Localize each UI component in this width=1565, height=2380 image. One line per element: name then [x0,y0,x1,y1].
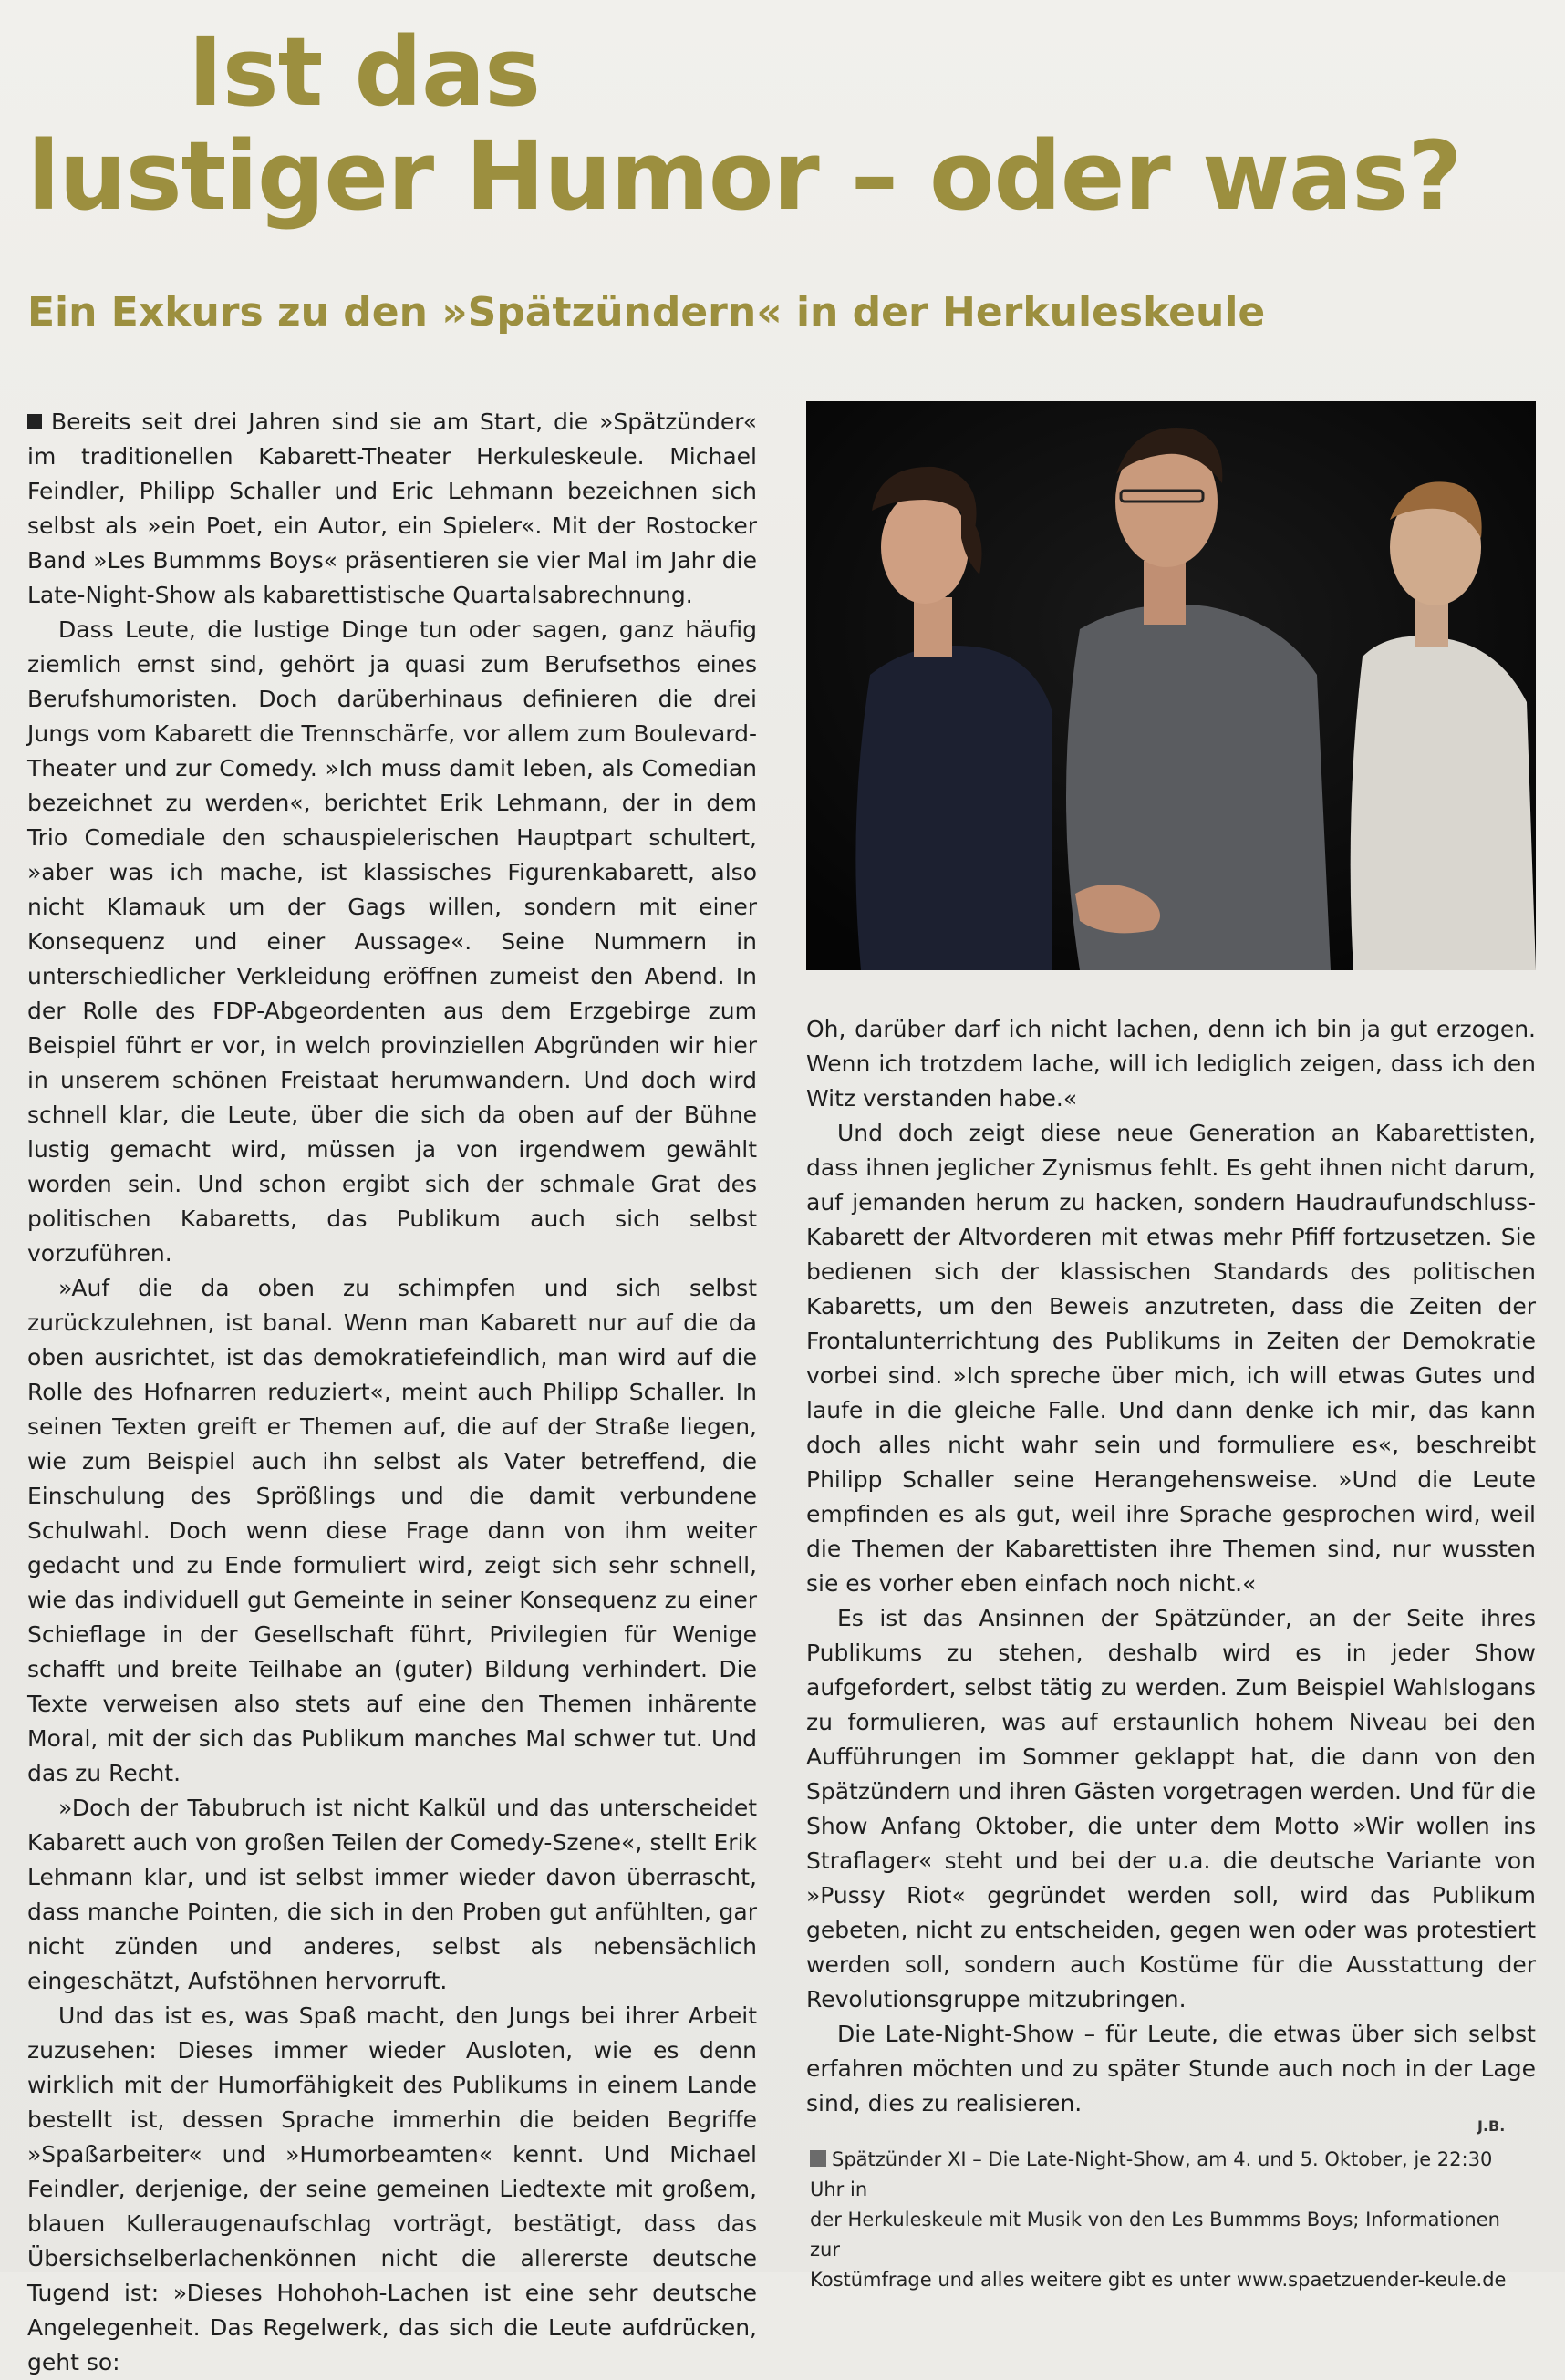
title-line-2: lustiger Humor – oder was? [27,120,1462,232]
article-photo [806,401,1536,970]
article-subtitle: Ein Exkurs zu den »Spätzündern« in der Herkuleskeule [27,289,1266,336]
title-line-1: Ist das [188,16,541,128]
paragraph-intro [27,405,757,613]
paragraph: Und doch zeigt diese neue Generation an Kabarettisten, dass ihnen jeglicher Zynismus fehlt. Es geht ihnen nicht darum, auf jemanden herum zu hacken, sondern Haudraufundschluss-Kabarett der Altvorderen mit etwas mehr Pfiff fortzusetzen. Sie bedienen sich der klassischen Standards des politischen Kabaretts, um den Beweis anzutreten, dass die Zeiten der Frontalunterrichtung des Publikums in Zeiten der Demokratie vorbei sind. »Ich spreche über mich, ich will etwas Gutes und laufe in die gleiche Falle. Und dann denke ich mir, das kann doch alles nicht wahr sein und formuliere es«, beschreibt Philipp Schaller seine Herangehensweise. »Und die Leute empfinden es als gut, weil ihre Sprache gesprochen wird, weil die Themen der Kabarettisten ihre Themen sind, nur wussten sie es vorher eben einfach noch nicht.« [806,1120,1536,1597]
left-text-column [27,405,757,2380]
info-line-1 [810,2145,1530,2205]
paragraph: Es ist das Ansinnen der Spätzünder, an der Seite ihres Publikums zu stehen, deshalb wird es in jeder Show aufgefordert, selbst tätig zu werden. Zum Beispiel Wahlslogans zu formulieren, was auf erstaunlich hohem Niveau bei den Aufführungen im Sommer geklappt hat, die dann von den Spätzündern und ihren Gästen vorgetragen werden. Und für die Show Anfang Oktober, die unter dem Motto »Wir wollen ins Straflager« steht und bei der u.a. die deutsche Variante von »Pussy Riot« gegründet werden soll, wird das Publikum gebeten, nicht zu entscheiden, gegen wen oder was protestiert werden soll, sondern auch Kostüme für die Ausstattung der Revolutionsgruppe mitzubringen. [806,1605,1536,2013]
paragraph: Und das ist es, was Spaß macht, den Jungs bei ihrer Arbeit zuzusehen: Dieses immer wieder Ausloten, wie es denn wirklich mit der Humorfähigkeit des Publikums in einem Lande bestellt ist, dessen Sprache immerhin die beiden Begriffe »Spaßarbeiter« und »Humorbeamten« kennt. Und Michael Feindler, derjenige, der seine gemeinen Liedtexte mit großem, blauen Kulleraugenaufschlag vorträgt, bestätigt, dass das Übersichselberlachenkönnen nicht die allererste deutsche Tugend ist: »Dieses Hohohoh-Lachen ist eine sehr deutsche Angelegenheit. Das Regelwerk, das sich die Leute aufdrücken, geht so: [27,2002,757,2375]
paragraph-start-square-icon [27,414,42,429]
paragraph: Die Late-Night-Show – für Leute, die etwas über sich selbst erfahren möchten und zu später Stunde auch noch in der Lage sind, dies zu realisieren. [806,2021,1536,2116]
info-text: Spätzünder XI – Die Late-Night-Show, am 4. und 5. Oktober, je 22:30 Uhr in [810,2148,1493,2200]
author-signature: J.B. [1477,2117,1506,2135]
info-marker-icon [810,2150,826,2167]
paragraph: Dass Leute, die lustige Dinge tun oder sagen, ganz häufig ziemlich ernst sind, gehört ja quasi zum Berufsethos eines Berufshumoristen. Doch darüberhinaus definieren die drei Jungs vom Kabarett die Trennschärfe, vor allem zum Boulevard-Theater und zur Comedy. »Ich muss damit leben, als Comedian bezeichnet zu werden«, berichtet Erik Lehmann, der in dem Trio Comediale den schauspielerischen Hauptpart schultert, »aber was ich mache, ist klassisches Figurenkabarett, also nicht Klamauk um der Gags willen, sondern mit einer Konsequenz und einer Aussage«. Seine Nummern in unterschiedlicher Verkleidung eröffnen zumeist den Abend. In der Rolle des FDP-Abgeordenten aus dem Erzgebirge zum Beispiel führt er vor, in welch provinziellen Abgründen wir hier in unserem schönen Freistaat herumwandern. Und doch wird schnell klar, die Leute, über die sich da oben auf der Bühne lustig gemacht wird, müssen ja von irgendwem gewählt worden sein. Und schon ergibt sich der schmale Grat des politischen Kabaretts, das Publikum auch sich selbst vorzuführen. [27,616,757,1267]
three-men-photo-illustration [806,401,1536,970]
paragraph: »Auf die da oben zu schimpfen und sich selbst zurückzulehnen, ist banal. Wenn man Kabarett nur auf die da oben ausrichtet, ist das demokratiefeindlich, man wird auf die Rolle des Hofnarren reduziert«, meint auch Philipp Schaller. In seinen Texten greift er Themen auf, die auf der Straße liegen, wie zum Beispiel auch ihn selbst als Vater betreffend, die Einschulung des Sprößlings und die damit verbundene Schulwahl. Doch wenn diese Frage dann von ihm weiter gedacht und zu Ende formuliert wird, zeigt sich sehr schnell, wie das individuell gut Gemeinte in seiner Konsequenz zu einer Schieflage in der Gesellschaft führt, Privilegien für Wenige schafft und breite Teilhabe an (guter) Bildung verhindert. Die Texte verweisen also stets auf eine den Themen inhärente Moral, mit der sich das Publikum manches Mal schwer tut. Und das zu Recht. [27,1275,757,1786]
paragraph-text: Bereits seit drei Jahren sind sie am Start, die »Spätzünder« im traditionellen Kabarett-Theater Herkuleskeule. Michael Feindler, Philipp Schaller und Eric Lehmann bezeichnen sich selbst als »ein Poet, ein Autor, ein Spieler«. Mit der Rostocker Band »Les Bummms Boys« präsentieren sie vier Mal im Jahr die Late-Night-Show als kabarettistische Quartalsabrechnung. [27,409,757,608]
paragraph-continued: Oh, darüber darf ich nicht lachen, denn ich bin ja gut erzogen. Wenn ich trotzdem lache, will ich lediglich zeigen, dass ich den Witz verstanden habe.« [806,1016,1536,1112]
right-text-column [806,1012,1536,2121]
info-line-2: der Herkuleskeule mit Musik von den Les Bummms Boys; Informationen zur [810,2209,1500,2261]
event-info-box [810,2145,1530,2295]
article-title [27,16,1541,232]
paragraph: »Doch der Tabubruch ist nicht Kalkül und das unterscheidet Kabarett auch von großen Teilen der Comedy-Szene«, stellt Erik Lehmann klar, und ist selbst immer wieder davon überrascht, dass manche Pointen, die sich in den Proben gut anfühlten, gar nicht zünden und anderes, selbst als nebensächlich eingeschätzt, Aufstöhnen hervorruft. [27,1795,757,1994]
info-line-3: Kostümfrage und alles weitere gibt es unter www.spaetzuender-keule.de [810,2269,1507,2291]
